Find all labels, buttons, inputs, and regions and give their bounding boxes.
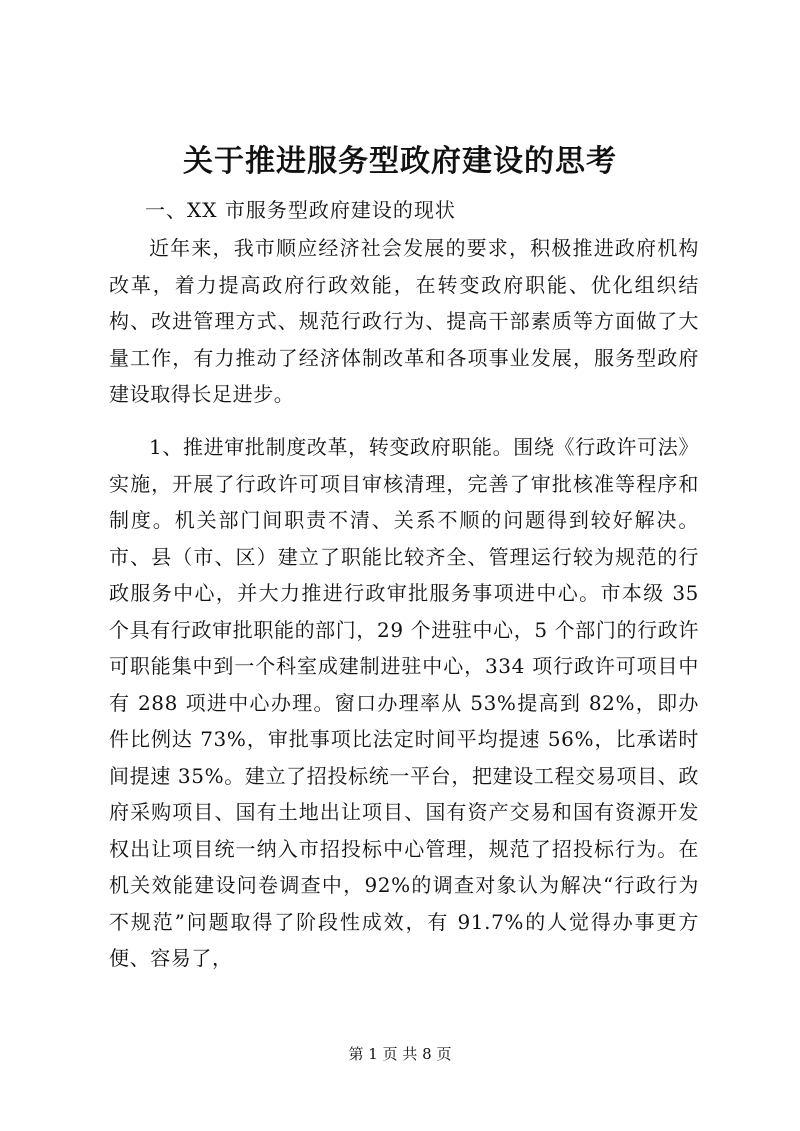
page-footer: 第 1 页 共 8 页 bbox=[348, 1045, 452, 1063]
paragraph-intro: 近年来，我市顺应经济社会发展的要求，积极推进政府机构改革，着力提高政府行政效能，在转变政府职能、优化组织结构、改进管理方式、规范行政行为、提高干部素质等方面做了大量工作，有力推动了经济体制改革和各项事业发展，服务型政府建设取得长足进步。 bbox=[109, 236, 699, 406]
paragraph-approval-reform: 1、推进审批制度改革，转变政府职能。围绕《行政许可法》实施，开展了行政许可项目审核清理，完善了审批核准等程序和制度。机关部门间职责不清、关系不顺的问题得到较好解决。市、县（市、区）建立了职能比较齐全、管理运行较为规范的行政服务中心，并大力推进行政审批服务事项进中心。市本级 35 个具有行政审批职能的部门，29 个进驻中心，5 个部门的行政许可职能集中到一个科室成建制进驻中心，334 项行政许可项目中有 288 项进中心办理。窗口办理率从 53%提高到 82%，即办件比例达 73%，审批事项比法定时间平均提速 56%，比承诺时间提速 35%。建立了招投标统一平台，把建设工程交易项目、政府采购项目、国有土地出让项目、国有资产交易和国有资源开发权出让项目统一纳入市招投标中心管理，规范了招投标行为。在机关效能建设问卷调查中，92%的调查对象认为解决“行政行为不规范”问题取得了阶段性成效，有 91.7%的人觉得办事更方便、容易了， bbox=[109, 435, 699, 970]
document-title: 关于推进服务型政府建设的思考 bbox=[183, 144, 617, 179]
section-heading: 一、XX 市服务型政府建设的现状 bbox=[145, 198, 456, 222]
